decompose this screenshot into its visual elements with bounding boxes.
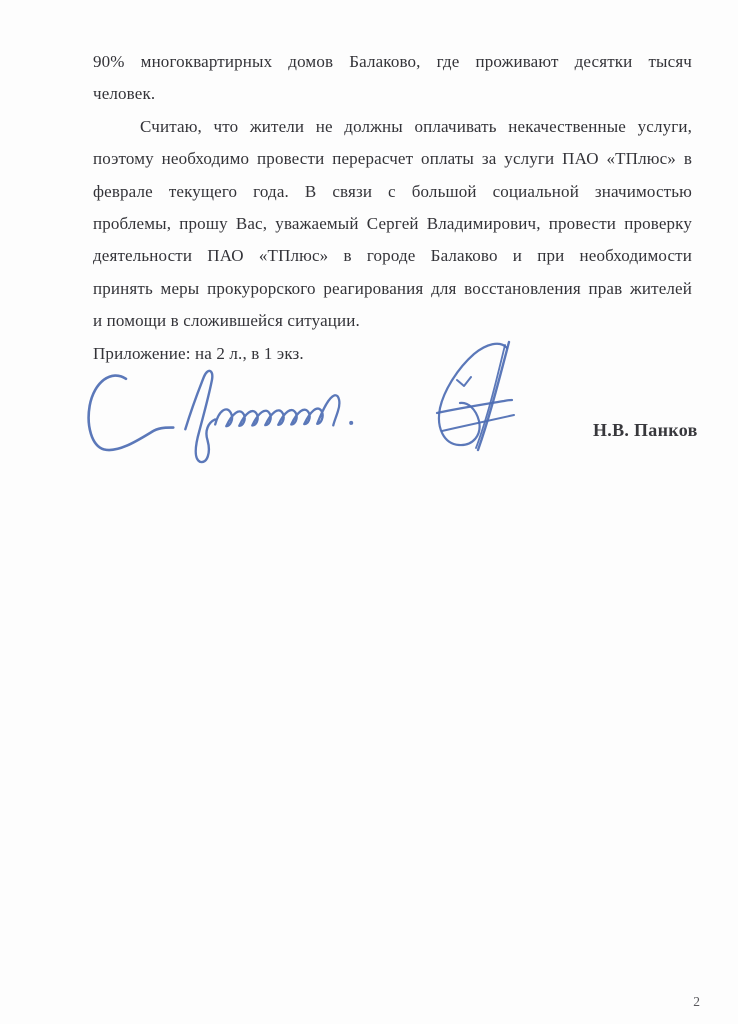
text-line: принять меры прокурорского реагирования для восстановления прав жителей [93,278,692,298]
paragraph-request [93,111,692,338]
text-line: человек. [93,84,156,104]
text-line: поэтому необходимо провести перерасчет оплаты за услуги ПАО «ТПлюс» в [93,149,692,169]
text-line: Считаю, что жители не должны оплачивать некачественные услуги, [140,116,692,136]
text-line: и помощи в сложившейся ситуации. [93,311,360,331]
attachment-note: Приложение: на 2 л., в 1 экз. [93,343,304,363]
signature-block [93,370,698,474]
text-line: феврале текущего года. В связи с большой социальной значимостью [93,181,692,201]
paragraph-continued [93,46,692,111]
text-line: деятельности ПАО «ТПлюс» в городе Балаково и при необходимости [93,246,692,266]
text-line: проблемы, прошу Вас, уважаемый Сергей Владимирович, провести проверку [93,214,692,234]
signature-flourish-icon [420,336,530,461]
handwriting-period-dot [349,421,353,425]
page-number: 2 [693,994,700,1009]
letter-body [93,46,698,474]
signatory-name: Н.В. Панков [593,420,698,441]
handwritten-closing [82,360,385,473]
text-line: 90% многоквартирных домов Балаково, где проживают десятки тысяч [93,52,692,71]
